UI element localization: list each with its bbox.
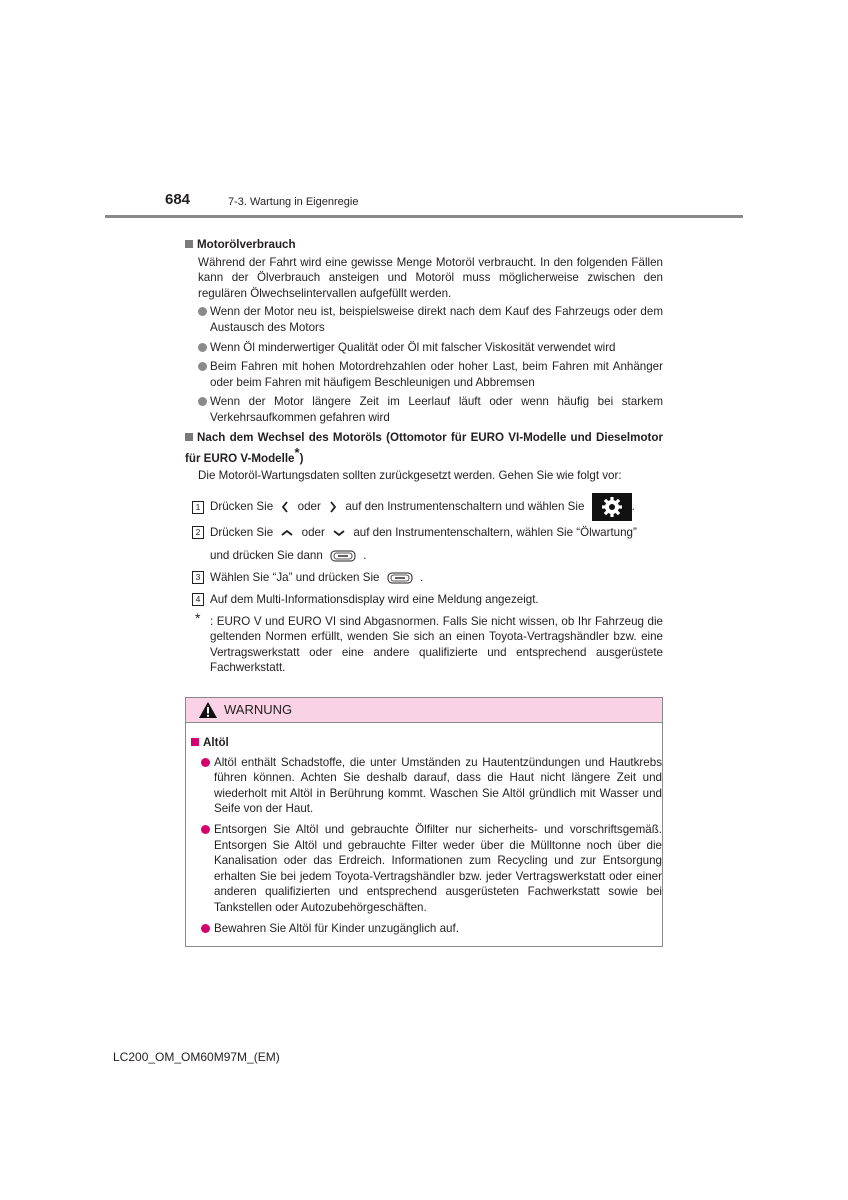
- section-intro: Während der Fahrt wird eine gewisse Menge Motoröl verbraucht. In den folgenden Fällen kann der Ölverbrauch ansteigen und Motoröl muss möglicherweise zwischen den regulären Ölwechselintervallen aufgefüllt werden.: [198, 255, 663, 300]
- step-4: 4 Auf dem Multi-Informationsdisplay wird eine Meldung angezeigt.: [185, 592, 663, 608]
- warning-header: [186, 698, 662, 723]
- page-number: 684: [165, 191, 191, 208]
- warning-title: Altöl: [191, 735, 662, 751]
- square-bullet-icon: [191, 738, 199, 746]
- section-heading-oil-change: Nach dem Wechsel des Motoröls (Ottomotor für EURO VI-Modelle und Dieselmotor für EURO V-Modelle*): [185, 430, 663, 465]
- step-number: 1: [192, 501, 204, 514]
- step-2-continued: und drücken Sie dann .: [210, 548, 367, 562]
- footnote: * : EURO V und EURO VI sind Abgasnormen. Falls Sie nicht wissen, ob Ihr Fahrzeug die geltenden Normen erfüllt, wenden Sie sich an einen Toyota-Vertragshändler bzw. eine Vertragswerkstatt oder eine andere qualifizierte und entsprechend ausgerüstete Fachwerkstatt.: [195, 609, 663, 675]
- list-item: Wenn Öl minderwertiger Qualität oder Öl mit falscher Viskosität verwendet wird: [185, 340, 663, 356]
- bullet-dot-icon: [198, 362, 207, 371]
- step-number: 3: [192, 571, 204, 584]
- settings-gear-icon: [592, 493, 632, 521]
- square-bullet-icon: [185, 240, 193, 248]
- step-2: 2 Drücken Sie oder auf den Instrumentenschaltern, wählen Sie “Ölwartung” und drücken Sie dann .: [185, 525, 663, 563]
- enter-button-icon: [387, 572, 413, 584]
- bullet-dot-icon: [201, 825, 210, 834]
- chevron-right-icon: [328, 500, 338, 514]
- list-item: Bewahren Sie Altöl für Kinder unzugänglich auf.: [191, 921, 662, 937]
- step-number: 4: [192, 593, 204, 606]
- list-item: Altöl enthält Schadstoffe, die unter Umständen zu Hautentzündungen und Hautkrebs führen können. Achten Sie deshalb darauf, dass die Haut nicht längere Zeit und wiederholt mit Altöl in Berührung kommt. Waschen Sie Altöl gründlich mit Wasser und Seife von der Haut.: [191, 755, 662, 817]
- bullet-dot-icon: [198, 343, 207, 352]
- chevron-up-icon: [280, 528, 294, 538]
- footnote-star: *: [195, 609, 201, 626]
- bullet-dot-icon: [198, 397, 207, 406]
- step-1: 1 Drücken Sie oder auf den Instrumentenschaltern und wählen Sie .: [185, 493, 663, 521]
- square-bullet-icon: [185, 433, 193, 441]
- chapter-title: 7-3. Wartung in Eigenregie: [228, 196, 359, 208]
- enter-button-icon: [330, 550, 356, 562]
- bullet-dot-icon: [201, 924, 210, 933]
- list-item: Beim Fahren mit hohen Motordrehzahlen oder hoher Last, beim Fahren mit Anhänger oder beim Fahren mit häufigem Beschleunigen und Abbremsen: [185, 359, 663, 390]
- header-rule: [105, 215, 743, 218]
- main-content: [185, 237, 663, 676]
- step-number: 2: [192, 526, 204, 539]
- bullet-dot-icon: [201, 758, 210, 767]
- warning-box: [185, 697, 663, 947]
- section-intro: Die Motoröl-Wartungsdaten sollten zurückgesetzt werden. Gehen Sie wie folgt vor:: [198, 468, 622, 482]
- document-code: LC200_OM_OM60M97M_(EM): [113, 1050, 280, 1064]
- list-item: Wenn der Motor längere Zeit im Leerlauf läuft oder wenn häufig bei starkem Verkehrsaufkommen gefahren wird: [185, 394, 663, 425]
- step-3: 3 Wählen Sie “Ja” und drücken Sie .: [185, 570, 663, 586]
- bullet-dot-icon: [198, 307, 207, 316]
- warning-label: WARNUNG: [224, 702, 293, 717]
- list-item: Entsorgen Sie Altöl und gebrauchte Ölfilter nur sicherheits- und vorschriftsgemäß. Entsorgen Sie Altöl und gebrauchte Filter weder über die Mülltonne noch über die Kanalisation oder das Erdreich. Informationen zum Recycling und zur Entsorgung erhalten Sie bei jedem Toyota-Vertragshändler bzw. jeder Vertragswerkstatt oder einer anderen qualifizierten und entsprechend ausgerüsteten Fachwerkstatt sowie bei Tankstellen oder Autozubehörgeschäften.: [191, 822, 662, 916]
- list-item: Wenn der Motor neu ist, beispielsweise direkt nach dem Kauf des Fahrzeugs oder dem Austausch des Motors: [185, 304, 663, 335]
- section-heading-oil-consumption: Motorölverbrauch: [185, 237, 663, 253]
- chevron-left-icon: [280, 500, 290, 514]
- chevron-down-icon: [332, 528, 346, 538]
- warning-body: [186, 723, 662, 936]
- warning-triangle-icon: [198, 701, 218, 719]
